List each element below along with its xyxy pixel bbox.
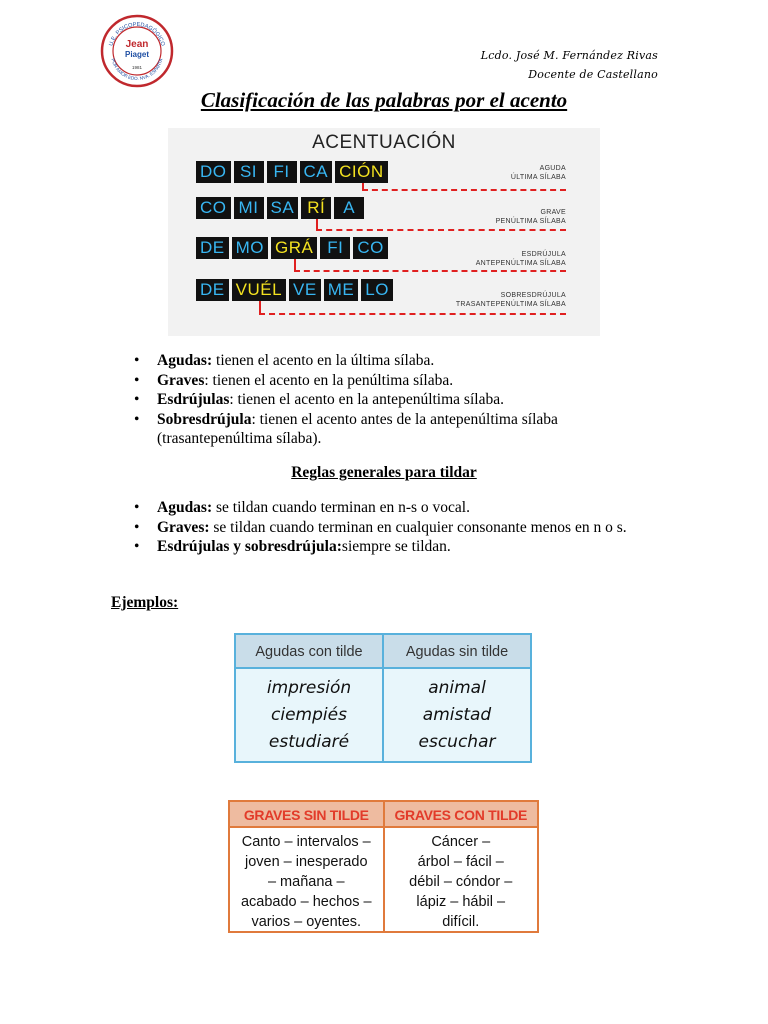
- definition-item-term: Graves: [157, 371, 205, 389]
- figure-title: ACENTUACIÓN: [312, 132, 456, 153]
- logo-year: 1981: [131, 65, 143, 70]
- logo-text-top: U.E. PSICOPEDAGÓGICO: [108, 21, 166, 47]
- definition-item-term: Agudas:: [157, 352, 213, 369]
- author-block: [481, 46, 658, 84]
- syllable: SI: [234, 161, 264, 183]
- table-cell: varios – oyentes.: [251, 914, 362, 930]
- syllable: MO: [232, 237, 268, 259]
- rule-item-term: Agudas:: [157, 499, 213, 516]
- graves-sin-tilde-column: [230, 802, 383, 931]
- logo-text-center-2: Piaget: [124, 50, 150, 59]
- syllable: DE: [196, 279, 229, 301]
- accent-type-name: GRAVE: [540, 209, 566, 216]
- graves-table: [228, 800, 539, 933]
- definition-item: [134, 351, 674, 371]
- accent-type-name: AGUDA: [539, 165, 566, 172]
- rule-item-text: se tildan cuando terminan en n-s o vocal.: [212, 499, 470, 516]
- accent-type-position: PENÚLTIMA SÍLABA: [495, 218, 566, 225]
- definition-item-term: Sobresdrújula: [157, 410, 252, 428]
- syllable: SA: [267, 197, 299, 219]
- agudas-table: [234, 633, 532, 763]
- definition-item-text: tienen el acento en la última sílaba.: [212, 352, 435, 369]
- table-cell: débil – cóndor –: [409, 874, 513, 890]
- graves-con-tilde-column: [383, 802, 538, 931]
- dashed-connector: [362, 189, 567, 191]
- dashed-connector: [259, 301, 261, 313]
- agudas-sin-tilde-column: [382, 635, 530, 761]
- table-cell: impresión: [266, 678, 352, 698]
- author-name: Lcdo. José M. Fernández Rivas: [480, 49, 658, 62]
- table-cell: difícil.: [442, 914, 480, 930]
- table-header: GRAVES CON TILDE: [385, 802, 538, 828]
- agudas-con-tilde-column: [236, 635, 382, 761]
- accent-type-label: [496, 208, 566, 226]
- syllable-row: [196, 197, 364, 219]
- syllable: LO: [361, 279, 393, 301]
- page-title: Clasificación de las palabras por el acento: [200, 88, 568, 112]
- accent-type-name: ESDRÚJULA: [521, 251, 566, 258]
- rule-item: [134, 498, 674, 518]
- table-cell: acabado – hechos –: [240, 894, 372, 910]
- dashed-connector: [259, 313, 566, 315]
- table-cell: Canto – intervalos –: [241, 834, 371, 850]
- accent-type-position: ANTEPENÚLTIMA SÍLABA: [475, 260, 566, 267]
- dashed-connector: [294, 259, 296, 270]
- syllable: DE: [196, 237, 229, 259]
- syllable: DO: [196, 161, 231, 183]
- syllable: CO: [196, 197, 231, 219]
- author-role: Docente de Castellano: [528, 68, 658, 81]
- syllable: FI: [267, 161, 297, 183]
- table-cell: escuchar: [418, 732, 496, 752]
- stressed-syllable: RÍ: [301, 197, 331, 219]
- definition-item-text: : tienen el acento en la penúltima sílaba.: [204, 371, 454, 389]
- table-header: GRAVES SIN TILDE: [230, 802, 383, 828]
- school-logo: [100, 14, 174, 88]
- syllable-row: [196, 237, 388, 259]
- definition-item-text: : tienen el acento en la antepenúltima sílaba.: [229, 391, 504, 408]
- syllable-row: [196, 279, 393, 301]
- table-cell: – mañana –: [267, 874, 345, 890]
- accent-type-label: [511, 164, 566, 182]
- syllable-row: [196, 161, 388, 183]
- table-cell: animal: [428, 678, 486, 698]
- logo-text-bottom: POR AMOR EDO. NVA. ESPARTA: [110, 57, 164, 82]
- table-header: Agudas sin tilde: [384, 635, 530, 669]
- syllable: VE: [289, 279, 321, 301]
- rule-item-text: siempre se tildan.: [341, 538, 451, 555]
- dashed-connector: [294, 270, 566, 272]
- logo-text-center-1: Jean: [125, 39, 149, 50]
- dashed-connector: [316, 219, 318, 229]
- table-cell: Cáncer –: [431, 834, 491, 850]
- definition-item: [134, 390, 674, 410]
- accent-type-position: ÚLTIMA SÍLABA: [510, 174, 566, 181]
- accent-type-label: [476, 250, 566, 268]
- definitions-list: [134, 351, 674, 449]
- definition-item: [134, 371, 674, 391]
- examples-label: Ejemplos:: [111, 594, 179, 611]
- syllable: A: [334, 197, 364, 219]
- rule-item: [134, 537, 674, 557]
- rules-list: [134, 498, 674, 557]
- definition-item-text: : tienen el acento antes de la antepenúltima sílaba (trasantepenúltima sílaba).: [157, 410, 558, 447]
- accent-type-name: SOBRESDRÚJULA: [500, 292, 566, 299]
- stressed-syllable: CIÓN: [335, 161, 388, 183]
- dashed-connector: [316, 229, 566, 231]
- syllable: CA: [300, 161, 333, 183]
- syllable: ME: [324, 279, 359, 301]
- rule-item-term: Graves:: [157, 518, 210, 536]
- accent-type-position: TRASANTEPENÚLTIMA SÍLABA: [455, 301, 566, 308]
- syllable: CO: [353, 237, 388, 259]
- syllable: MI: [234, 197, 264, 219]
- rule-item-term: Esdrújulas y sobresdrújula:: [157, 538, 342, 555]
- definition-item: [134, 410, 674, 449]
- definition-item-term: Esdrújulas: [157, 391, 230, 408]
- table-cell: joven – inesperado: [244, 854, 368, 870]
- accentuation-figure: [168, 128, 600, 336]
- table-cell: árbol – fácil –: [417, 854, 504, 870]
- accent-type-label: [456, 291, 566, 309]
- table-cell: ciempiés: [271, 705, 347, 725]
- rule-item: [134, 518, 674, 538]
- stressed-syllable: GRÁ: [271, 237, 317, 259]
- rule-item-text: se tildan cuando terminan en cualquier consonante menos en n o s.: [209, 518, 627, 536]
- stressed-syllable: VUÉL: [232, 279, 286, 301]
- table-cell: amistad: [422, 705, 492, 725]
- syllable: FI: [320, 237, 350, 259]
- table-cell: estudiaré: [268, 732, 350, 752]
- table-cell: lápiz – hábil –: [416, 894, 506, 910]
- rules-title: Reglas generales para tildar: [291, 464, 477, 481]
- table-header: Agudas con tilde: [236, 635, 382, 669]
